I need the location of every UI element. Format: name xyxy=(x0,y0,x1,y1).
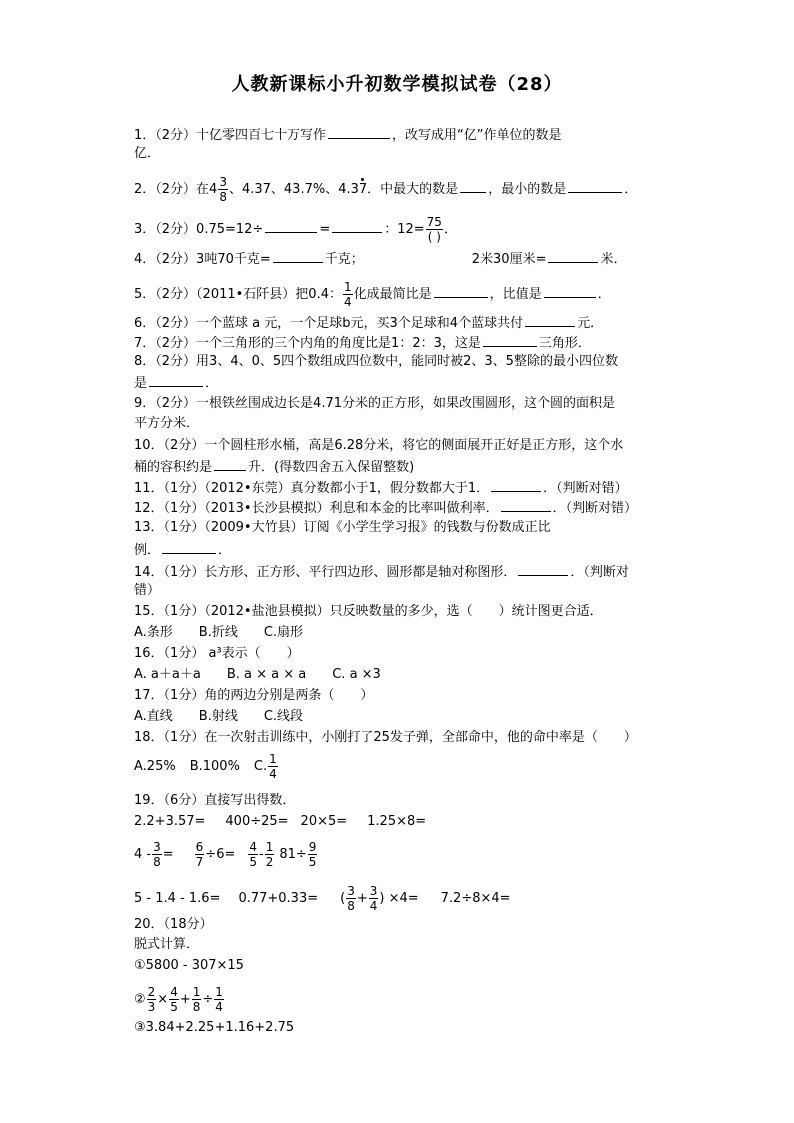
question-11: 11．（1分）（2012•东莞）真分数都小于1，假分数都大于1． ．（判断对错） xyxy=(134,481,628,496)
repeating-digit: 7 xyxy=(358,182,368,197)
question-8-cont: 是 ． xyxy=(134,376,219,391)
question-1-cont: 亿． xyxy=(134,146,161,161)
answer-blank[interactable] xyxy=(328,126,390,139)
question-17-options[interactable]: A.直线 B.射线 C.线段 xyxy=(134,709,304,724)
answer-blank[interactable] xyxy=(273,250,323,263)
question-15: 15．（1分）（2012•盐池县模拟）只反映数量的多少，选（ ）统计图更合适． xyxy=(134,604,603,619)
fraction: $\frac{75}{( )}$ xyxy=(426,215,442,244)
question-19: 19．（6分）直接写出得数． xyxy=(134,793,296,808)
question-19-row-1: 2.2+3.57= 400÷25= 20×5= 1.25×8= xyxy=(134,814,427,829)
question-10-cont: 桶的容积约是 升．(得数四舍五入保留整数) xyxy=(134,460,415,475)
question-20-item-2: ② $\frac{2}{3}$ × $\frac{4}{5}$ + $\frac{1}{8}$ ÷ $\frac{1}{4}$ xyxy=(134,985,223,1014)
question-17: 17．（1分）角的两边分别是两条（ ） xyxy=(134,688,374,703)
question-6: 6．（2分）一个蓝球 a 元，一个足球b元，买3个足球和4个蓝球共付 元． xyxy=(134,316,604,331)
question-3: 3．（2分）0.75=12÷ = ：12= $\frac{75}{( )}$ ． xyxy=(134,215,457,244)
question-18-options[interactable]: A.25% B.100% C. $\frac{1}{4}$ xyxy=(134,752,277,781)
question-8: 8．（2分）用3、4、0、5四个数组成四位数中，能同时被2、3、5整除的最小四位数 xyxy=(134,354,618,369)
answer-blank[interactable] xyxy=(332,220,382,233)
answer-blank[interactable] xyxy=(162,541,216,554)
answer-blank[interactable] xyxy=(525,314,575,327)
question-20-item-3: ③3.84+2.25+1.16+2.75 xyxy=(134,1020,295,1035)
question-2: 2．（2分）在4 $\frac{3}{8}$ 、4.37、43.7%、4.37．中最大的数是 ，最小的数是 ． xyxy=(134,175,638,204)
question-5: 5．（2分）（2011•石阡县）把0.4： $\frac{1}{4}$ 化成最简比是 ，比值是 ． xyxy=(134,280,611,309)
question-12: 12．（1分）（2013•长沙县模拟）利息和本金的比率叫做利率． ．（判断对错） xyxy=(134,501,638,516)
answer-blank[interactable] xyxy=(491,479,541,492)
question-7: 7．（2分）一个三角形的三个内角的角度比是1：2：3，这是 三角形． xyxy=(134,336,591,351)
answer-blank[interactable] xyxy=(483,334,537,347)
question-20: 20．（18分） xyxy=(134,917,213,932)
answer-blank[interactable] xyxy=(434,285,488,298)
question-9-cont: 平方分米． xyxy=(134,416,200,431)
answer-blank[interactable] xyxy=(518,563,568,576)
question-9: 9．（2分）一根铁丝围成边长是4.71分米的正方形，如果改围圆形，这个圆的面积是 xyxy=(134,396,615,411)
answer-blank[interactable] xyxy=(214,458,246,471)
fraction: $\frac{1}{4}$ xyxy=(343,280,352,309)
answer-blank[interactable] xyxy=(544,285,596,298)
answer-blank[interactable] xyxy=(149,374,203,387)
question-10: 10．（2分）一个圆柱形水桶，高是6.28分米，将它的侧面展开正好是正方形，这个水 xyxy=(134,438,624,453)
page-title: 人教新课标小升初数学模拟试卷（28） xyxy=(231,74,563,95)
answer-blank[interactable] xyxy=(460,180,486,193)
question-13: 13．（1分）（2009•大竹县）订阅《小学生学习报》的钱数与份数成正比 xyxy=(134,520,551,535)
question-15-options[interactable]: A.条形 B.折线 C.扇形 xyxy=(134,625,304,640)
fraction: $\frac{3}{8}$ xyxy=(219,175,227,204)
question-20-instruction: 脱式计算． xyxy=(134,937,200,952)
fraction: $\frac{1}{4}$ xyxy=(269,752,277,781)
answer-blank[interactable] xyxy=(501,499,551,512)
question-14-cont: 错） xyxy=(134,583,161,598)
answer-blank[interactable] xyxy=(548,250,598,263)
question-4: 4．（2分）3吨70千克= 千克； 2米30厘米= 米． xyxy=(134,252,627,267)
answer-blank[interactable] xyxy=(265,220,317,233)
question-19-row-2: 4 - $\frac{3}{8}$ = $\frac{6}{7}$ ÷6= $\frac{4}{5}$ - $\frac{1}{2}$ 81÷ $\frac{9}{5}$ xyxy=(134,840,317,869)
question-14: 14．（1分）长方形、正方形、平行四边形、圆形都是轴对称图形． ．（判断对 xyxy=(134,565,629,580)
question-1: 1．（2分）十亿零四百七十万写作 ，改写成用“亿”作单位的数是 xyxy=(134,128,562,143)
question-20-item-1: ①5800 - 307×15 xyxy=(134,958,244,973)
question-13-cont: 例． ． xyxy=(134,543,232,558)
question-16: 16．（1分） a³表示（ ） xyxy=(134,646,300,661)
question-19-row-3: 5 - 1.4 - 1.6= 0.77+0.33= ( $\frac{3}{8}$ + $\frac{3}{4}$ ) ×4= 7.2÷8×4= xyxy=(134,884,511,913)
question-18: 18．（1分）在一次射击训练中，小刚打了25发子弹，全部命中，他的命中率是（ ） xyxy=(134,730,637,745)
question-16-options[interactable]: A. a＋a＋a B. a × a × a C. a ×3 xyxy=(134,667,381,682)
answer-blank[interactable] xyxy=(568,180,622,193)
